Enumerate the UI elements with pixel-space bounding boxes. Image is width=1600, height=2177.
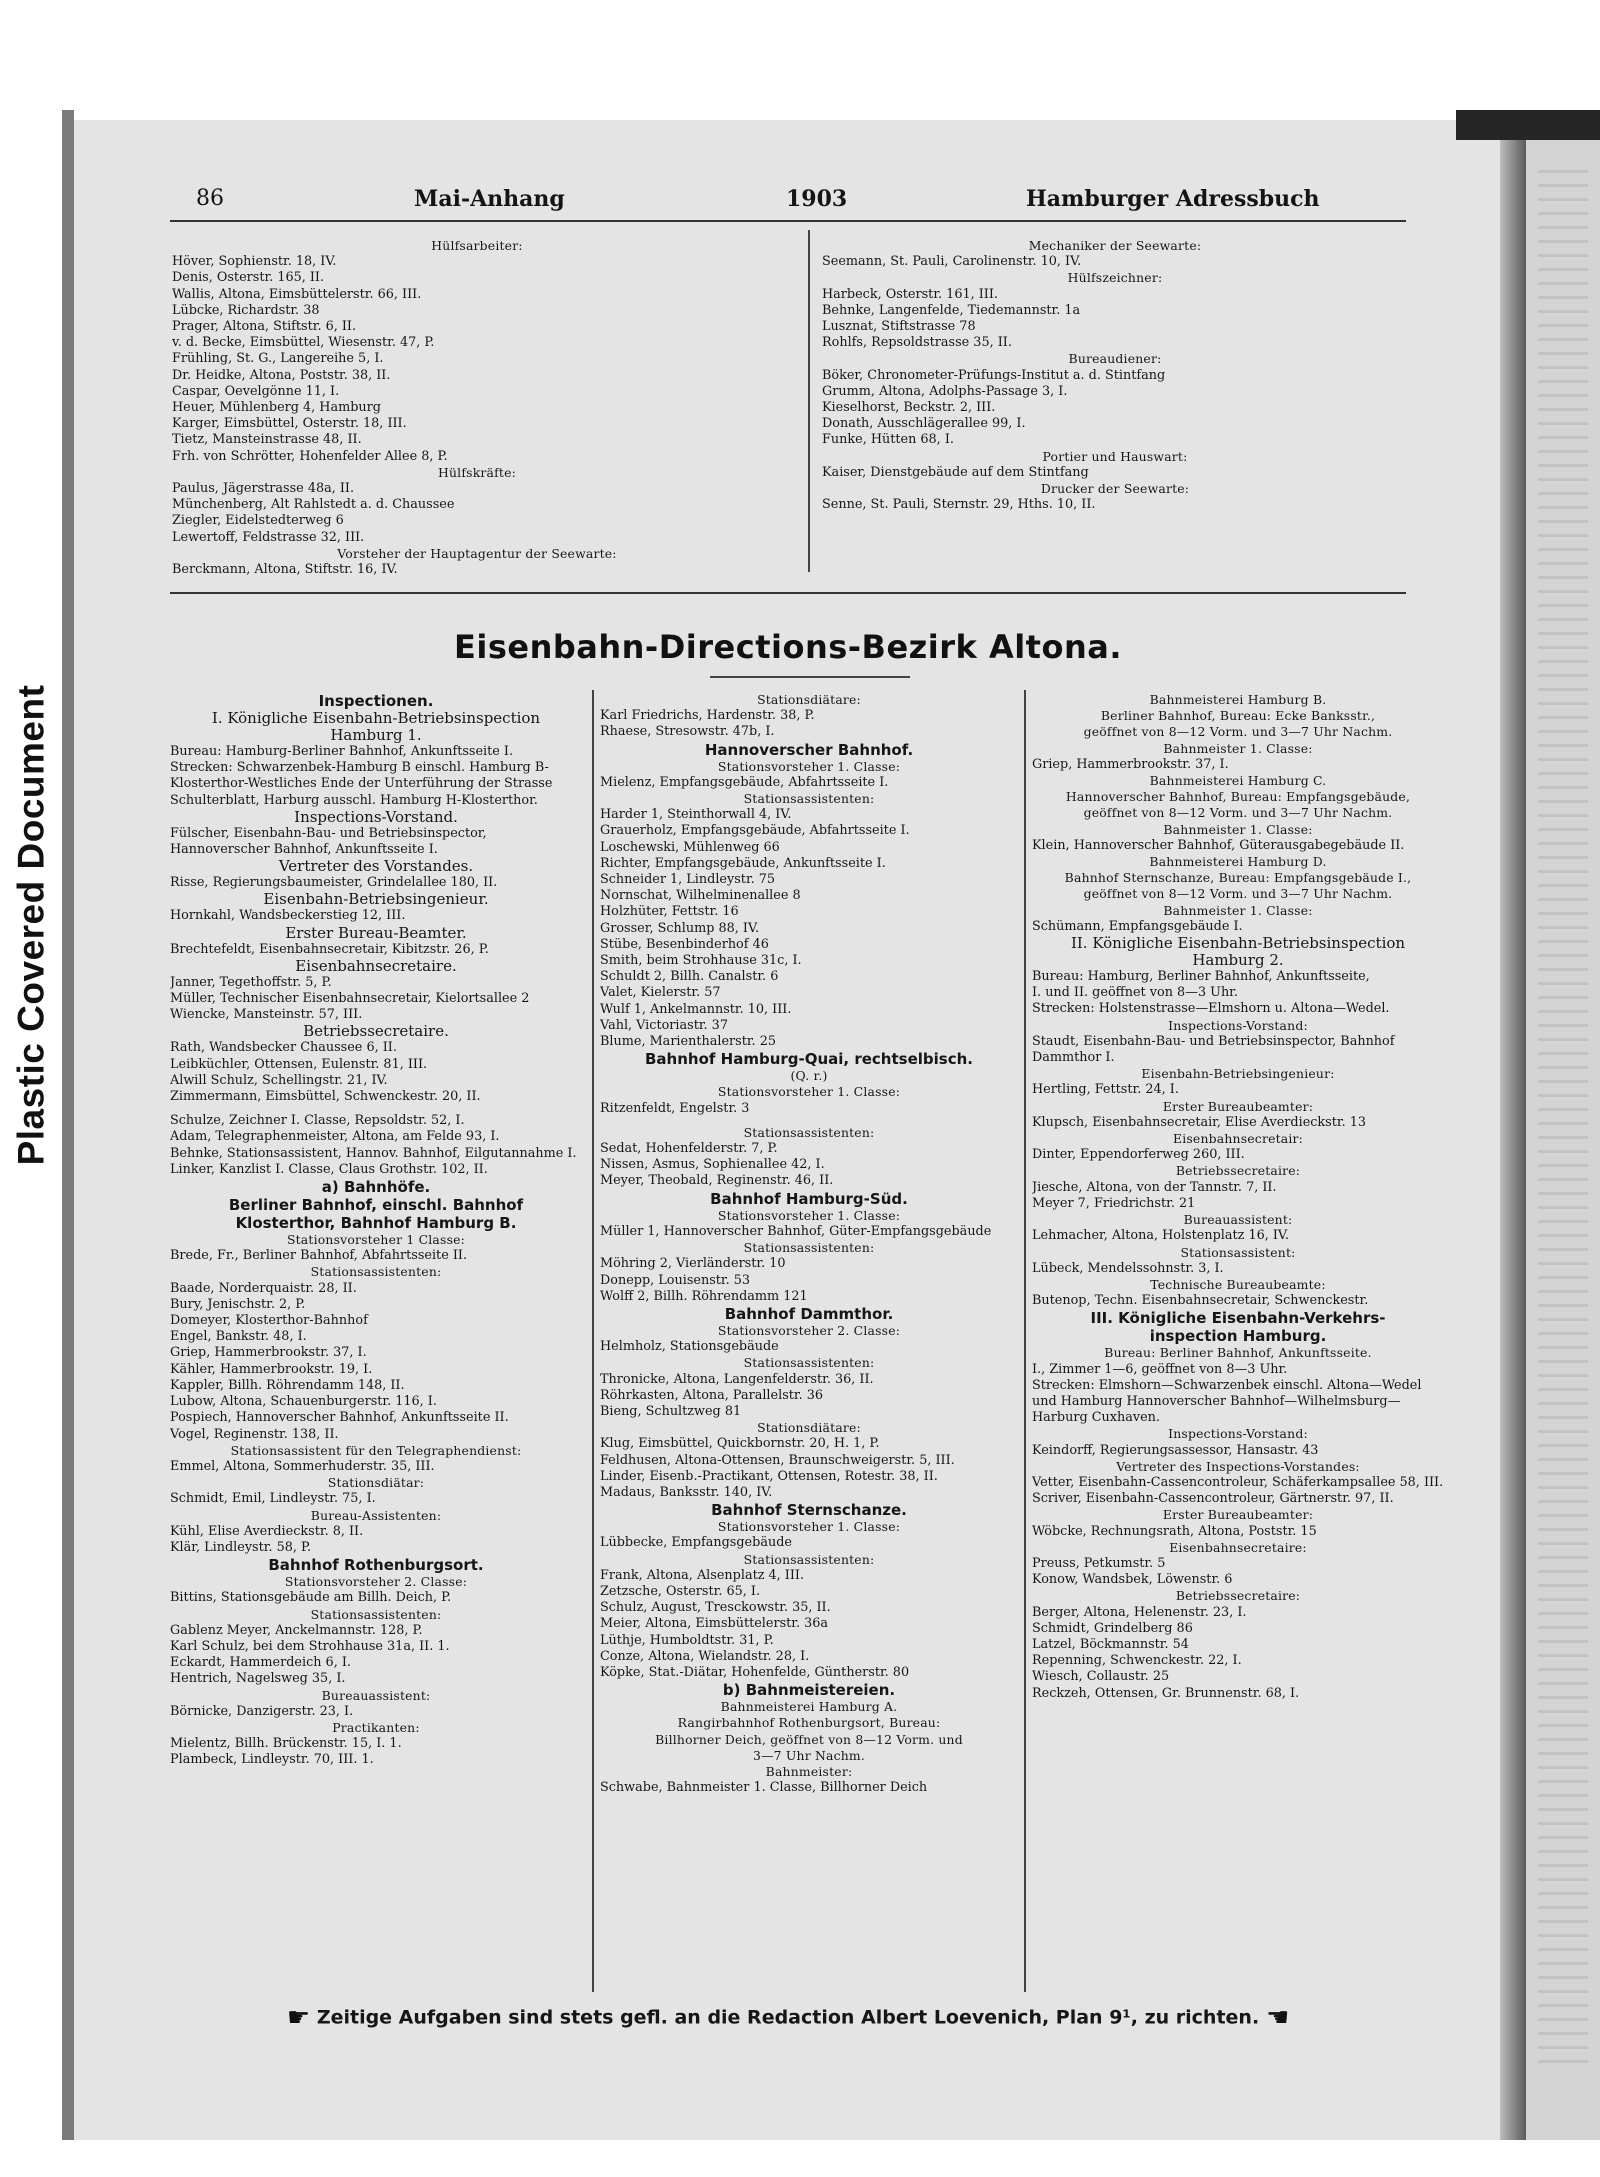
top-left-entry: Heuer, Mühlenberg 4, Hamburg [172, 400, 381, 416]
col3-subheading: Technische Bureaubeamte: [1150, 1276, 1326, 1292]
col1-entry: Klär, Lindleystr. 58, P. [170, 1539, 312, 1555]
top-left-entry: Berckmann, Altona, Stiftstr. 16, IV. [172, 562, 398, 578]
top-right-entry: Behnke, Langenfelde, Tiedemannstr. 1a [822, 302, 1081, 318]
col2-entry: Stübe, Besenbinderhof 46 [600, 936, 769, 952]
col2-spacer [600, 1117, 1018, 1125]
col1-entry: Risse, Regierungsbaumeister, Grindelallee 180, II. [170, 875, 498, 891]
col2-entry: Köpke, Stat.-Diätar, Hohenfelde, Güntherstr. 80 [600, 1664, 910, 1680]
col2-subheading: Bahnmeisterei Hamburg A. [720, 1699, 898, 1715]
top-right-entry: Donath, Ausschlägerallee 99, I. [822, 416, 1026, 432]
col1-section-heading: Erster Bureau-Beamter. [285, 924, 467, 942]
col2-entry: Lüthje, Humboldtstr. 31, P. [600, 1632, 774, 1648]
col2-entry: Bieng, Schultzweg 81 [600, 1403, 742, 1419]
book-spine-edge [62, 110, 74, 2140]
col3-entry: Klupsch, Eisenbahnsecretair, Elise Averdieckstr. 13 [1032, 1114, 1367, 1130]
header-year: 1903 [786, 186, 848, 212]
col3-subheading: Bahnhof Sternschanze, Bureau: Empfangsgebäude I., [1064, 870, 1412, 886]
col1-heading: Bahnhof Rothenburgsort. [268, 1556, 484, 1575]
col2-heading: Hannoverscher Bahnhof. [704, 740, 914, 759]
side-margin [0, 0, 62, 2177]
col1-subheading: Practikanten: [332, 1719, 420, 1735]
col1-entry: Strecken: Schwarzenbek-Hamburg B einschl. Hamburg B-Klosterthor-Westliches Ende der Unterführung der Strasse Schulterblatt, Harburg ausschl. Hamburg H-Klosterthor. [170, 760, 553, 808]
section-rule [170, 592, 1406, 594]
col3-entry: Lehmacher, Altona, Holstenplatz 16, IV. [1032, 1228, 1289, 1244]
col1-spacer [170, 1105, 582, 1113]
col2-entry: Harder 1, Steinthorwall 4, IV. [600, 807, 792, 823]
top-left-entry: v. d. Becke, Eimsbüttel, Wiesenstr. 47, P. [172, 335, 435, 351]
col1-entry: Mielentz, Billh. Brückenstr. 15, I. 1. [170, 1736, 402, 1752]
col3-subheading: geöffnet von 8—12 Vorm. und 3—7 Uhr Nachm. [1083, 724, 1393, 740]
col3-entry: Meyer 7, Friedrichstr. 21 [1032, 1195, 1196, 1211]
footer-text: Zeitige Aufgaben sind stets gefl. an die Redaction Albert Loevenich, Plan 9¹, zu richten. [316, 2006, 1260, 2029]
col2-entry: Wolff 2, Billh. Röhrendamm 121 [600, 1288, 808, 1304]
col2-entry: Conze, Altona, Wielandstr. 28, I. [600, 1648, 810, 1664]
col1-entry: Alwill Schulz, Schellingstr. 21, IV. [170, 1072, 388, 1088]
top-right-subheading: Hülfszeichner: [1067, 270, 1163, 286]
top-left-entry: Caspar, Oevelgönne 11, I. [172, 383, 340, 399]
col1-entry: Janner, Tegethoffstr. 5, P. [170, 974, 332, 990]
col1-entry: Adam, Telegraphenmeister, Altona, am Felde 93, I. [170, 1129, 500, 1145]
top-right-entry: Rohlfs, Repsoldstrasse 35, II. [822, 335, 1012, 351]
col1-entry: Zimmermann, Eimsbüttel, Schwenckestr. 20, II. [170, 1089, 481, 1105]
top-right-entry: Senne, St. Pauli, Sternstr. 29, Hths. 10, II. [822, 497, 1096, 513]
col3-subheading: Inspections-Vorstand: [1168, 1017, 1308, 1033]
col3-subheading: Bahnmeister 1. Classe: [1163, 902, 1313, 918]
col2-entry: Müller 1, Hannoverscher Bahnhof, Güter-Empfangsgebäude [600, 1223, 992, 1239]
col2-entry: Frank, Altona, Alsenplatz 4, III. [600, 1567, 805, 1583]
col2-entry: Holzhüter, Fettstr. 16 [600, 904, 739, 920]
top-right-entry: Seemann, St. Pauli, Carolinenstr. 10, IV. [822, 254, 1082, 270]
col3-entry: Staudt, Eisenbahn-Bau- und Betriebsinspector, Bahnhof Dammthor I. [1032, 1033, 1395, 1066]
col2-entry: Schulz, August, Tresckowstr. 35, II. [600, 1600, 831, 1616]
col3-subheading: Inspections-Vorstand: [1168, 1426, 1308, 1442]
col1-entry: Hentrich, Nagelsweg 35, I. [170, 1671, 346, 1687]
col3-entry: Butenop, Techn. Eisenbahnsecretair, Schwenckestr. [1032, 1293, 1369, 1309]
column-1 [170, 692, 582, 1769]
col2-entry: Madaus, Banksstr. 140, IV. [600, 1484, 773, 1500]
col3-subheading: Erster Bureaubeamter: [1162, 1507, 1314, 1523]
top-left-entry: Höver, Sophienstr. 18, IV. [172, 254, 337, 270]
col2-subheading: Stationsdiätare: [757, 1420, 861, 1436]
col1-entry: Lubow, Altona, Schauenburgerstr. 116, I. [170, 1394, 437, 1410]
col3-subheading: Eisenbahnsecretair: [1172, 1131, 1304, 1147]
top-left-entry: Tietz, Mansteinstrasse 48, II. [172, 432, 362, 448]
col1-entry: Kähler, Hammerbrookstr. 19, I. [170, 1361, 373, 1377]
col2-entry: Smith, beim Strohhause 31c, I. [600, 953, 802, 969]
col1-entry: Bureau: Hamburg-Berliner Bahnhof, Ankunftsseite I. [170, 744, 514, 759]
col3-subheading: Bureauassistent: [1183, 1212, 1293, 1228]
col3-entry: Preuss, Petkumstr. 5 [1032, 1555, 1166, 1571]
adjacent-page-text [1538, 170, 1588, 2070]
col2-entry: Richter, Empfangsgebäude, Ankunftsseite I. [600, 855, 886, 871]
col2-entry: Donepp, Louisenstr. 53 [600, 1272, 751, 1288]
col3-entry: Griep, Hammerbrookstr. 37, I. [1032, 756, 1229, 772]
col2-subheading: (Q. r.) [790, 1068, 828, 1084]
col1-entry: Linker, Kanzlist I. Classe, Claus Grothstr. 102, II. [170, 1161, 488, 1177]
col1-subheading: Stationsdiätar: [327, 1475, 425, 1491]
col2-entry: Valet, Kielerstr. 57 [600, 985, 721, 1001]
page-number: 86 [196, 186, 224, 211]
col3-subheading: Erster Bureaubeamter: [1162, 1098, 1314, 1114]
col2-subheading: Stationsvorsteher 2. Classe: [717, 1322, 901, 1338]
col2-entry: Karl Friedrichs, Hardenstr. 38, P. [600, 708, 815, 724]
col2-entry: Schneider 1, Lindleystr. 75 [600, 872, 776, 888]
top-right-subheading: Portier und Hauswart: [1042, 448, 1188, 464]
col2-entry: Mielenz, Empfangsgebäude, Abfahrtsseite I. [600, 774, 889, 790]
col1-entry: Domeyer, Klosterthor-Bahnhof [170, 1313, 368, 1329]
col1-section-heading: Eisenbahnsecretaire. [295, 957, 457, 975]
col2-subheading: Stationsassistenten: [743, 791, 875, 807]
col3-entry: Vetter, Eisenbahn-Cassencontroleur, Schäferkampsallee 58, III. [1032, 1474, 1444, 1490]
col2-subheading: Stationsassistenten: [743, 1240, 875, 1256]
section-title: Eisenbahn-Directions-Bezirk Altona. [454, 628, 1122, 666]
col2-entry: Wulf 1, Ankelmannstr. 10, III. [600, 1001, 792, 1017]
adjacent-page-shadow [1456, 110, 1600, 140]
col1-section-heading: Eisenbahn-Betriebsingenieur. [263, 891, 489, 909]
col1-subheading: Stationsvorsteher 1 Classe: [286, 1232, 466, 1248]
top-right-subheading: Mechaniker der Seewarte: [1028, 238, 1202, 253]
col2-entry: Möhring 2, Vierländerstr. 10 [600, 1256, 786, 1272]
col2-subheading: Stationsassistenten: [743, 1551, 875, 1567]
col1-entry: Schulze, Zeichner I. Classe, Repsoldstr. 52, I. [170, 1113, 465, 1129]
title-underline [710, 676, 910, 678]
col2-entry: Blume, Marienthalerstr. 25 [600, 1034, 776, 1050]
col2-subheading: Billhorner Deich, geöffnet von 8—12 Vorm. und [655, 1731, 963, 1747]
col3-entry: Strecken: Elmshorn—Schwarzenbek einschl. Altona—Wedel und Hamburg Hannoverscher Bahnhof—Wilhelmsburg—Harburg Cuxhaven. [1032, 1377, 1422, 1426]
top-left-entry: Wallis, Altona, Eimsbüttelerstr. 66, III. [172, 286, 422, 302]
col3-subheading: geöffnet von 8—12 Vorm. und 3—7 Uhr Nachm. [1083, 805, 1393, 821]
header-left: Mai-Anhang [414, 186, 565, 212]
col2-entry: Helmholz, Stationsgebäude [600, 1339, 779, 1355]
col3-subheading: Bahnmeisterei Hamburg B. [1149, 692, 1327, 707]
col2-heading: b) Bahnmeistereien. [722, 1681, 896, 1700]
col1-entry: Eckardt, Hammerdeich 6, I. [170, 1655, 351, 1671]
header-rule [170, 220, 1406, 222]
col3-entry: Dinter, Eppendorferweg 260, III. [1032, 1147, 1245, 1163]
col2-entry: Linder, Eisenb.-Practikant, Ottensen, Rotestr. 38, II. [600, 1468, 938, 1484]
col1-entry: Kühl, Elise Averdieckstr. 8, II. [170, 1523, 364, 1539]
col2-entry: Feldhusen, Altona-Ottensen, Braunschweigerstr. 5, III. [600, 1452, 955, 1468]
col2-heading: Bahnhof Hamburg-Quai, rechtselbisch. [645, 1050, 973, 1069]
col3-subheading: Berliner Bahnhof, Bureau: Ecke Banksstr., [1100, 708, 1376, 724]
col1-entry: Engel, Bankstr. 48, I. [170, 1329, 307, 1345]
col1-subheading: Stationsassistenten: [310, 1606, 442, 1622]
col1-entry: Fülscher, Eisenbahn-Bau- und Betriebsinspector, Hannoverscher Bahnhof, Ankunftsseite I. [170, 825, 487, 858]
col2-subheading: Rangirbahnhof Rothenburgsort, Bureau: [677, 1715, 941, 1731]
col3-entry: Wöbcke, Rechnungsrath, Altona, Poststr. 15 [1032, 1523, 1317, 1539]
col1-section-heading: Inspections-Vorstand. [294, 808, 458, 826]
top-left-entry: Münchenberg, Alt Rahlstedt a. d. Chaussee [172, 497, 455, 513]
col1-entry: Brede, Fr., Berliner Bahnhof, Abfahrtsseite II. [170, 1248, 468, 1264]
col1-heading: Berliner Bahnhof, einschl. Bahnhof [228, 1196, 524, 1215]
pointing-hand-icon: ☛ [1265, 2003, 1290, 2033]
col3-entry: I. und II. geöffnet von 8—3 Uhr. [1032, 985, 1238, 1001]
top-left-entry: Frh. von Schrötter, Hohenfelder Allee 8, P. [172, 448, 448, 464]
col2-subheading: 3—7 Uhr Nachm. [752, 1747, 866, 1763]
col1-entry: Plambeck, Lindleystr. 70, III. 1. [170, 1752, 374, 1768]
col2-entry: Zetzsche, Osterstr. 65, I. [600, 1583, 761, 1599]
col1-entry: Brechtefeldt, Eisenbahnsecretair, Kibitzstr. 26, P. [170, 941, 489, 957]
plastic-covered-label [5, 660, 57, 1190]
col3-subheading: Betriebssecretaire: [1175, 1588, 1301, 1604]
top-left-entry: Frühling, St. G., Langereihe 5, I. [172, 351, 384, 367]
col3-heading: III. Königliche Eisenbahn-Verkehrs- [1090, 1309, 1386, 1328]
col3-subheading: Bahnmeister 1. Classe: [1163, 821, 1313, 837]
col2-entry: Klug, Eimsbüttel, Quickbornstr. 20, H. 1, P. [600, 1436, 880, 1452]
col3-entry: Repenning, Schwenckestr. 22, I. [1032, 1653, 1242, 1669]
top-right-entry: Lusznat, Stiftstrasse 78 [822, 319, 976, 335]
col2-entry: Vahl, Victoriastr. 37 [600, 1017, 728, 1033]
col1-subheading: Stationsassistenten: [310, 1264, 442, 1280]
col2-subheading: Stationsvorsteher 1. Classe: [717, 1207, 901, 1223]
top-right-entry: Kieselhorst, Beckstr. 2, III. [822, 400, 996, 416]
col3-entry: Hertling, Fettstr. 24, I. [1032, 1082, 1179, 1098]
top-left-entry: Prager, Altona, Stiftstr. 6, II. [172, 319, 357, 335]
col2-subheading: Stationsvorsteher 1. Classe: [717, 758, 901, 774]
col1-entry: Baade, Norderquaistr. 28, II. [170, 1280, 357, 1296]
col3-entry: Jiesche, Altona, von der Tannstr. 7, II. [1032, 1179, 1277, 1195]
col3-entry: Konow, Wandsbek, Löwenstr. 6 [1032, 1572, 1233, 1588]
top-left-entry: Lewertoff, Feldstrasse 32, III. [172, 529, 365, 545]
col1-entry: Kappler, Billh. Röhrendamm 148, II. [170, 1377, 405, 1393]
col3-entry: Scriver, Eisenbahn-Cassencontroleur, Gärtnerstr. 97, II. [1032, 1491, 1394, 1507]
col2-entry: Schuldt 2, Billh. Canalstr. 6 [600, 969, 779, 985]
col3-subheading: Bahnmeisterei Hamburg C. [1149, 773, 1327, 789]
column-3 [1032, 692, 1444, 1702]
col3-subheading: Bahnmeister 1. Classe: [1163, 740, 1313, 756]
top-right-entry: Funke, Hütten 68, I. [822, 432, 954, 448]
col2-entry: Schwabe, Bahnmeister 1. Classe, Billhorner Deich [600, 1780, 928, 1796]
col1-entry: Wiencke, Mansteinstr. 57, III. [170, 1007, 363, 1023]
col1-heading: Inspectionen. [318, 692, 434, 710]
top-left-entry: Karger, Eimsbüttel, Osterstr. 18, III. [172, 416, 407, 432]
col2-subheading: Stationsassistenten: [743, 1355, 875, 1371]
col2-heading: Bahnhof Dammthor. [724, 1304, 894, 1323]
top-left-subheading: Hülfskräfte: [438, 464, 516, 480]
col3-entry: Latzel, Böckmannstr. 54 [1032, 1636, 1189, 1652]
top-right-subheading: Bureaudiener: [1068, 351, 1162, 367]
col1-entry: Leibküchler, Ottensen, Eulenstr. 81, III. [170, 1056, 428, 1072]
col3-entry: Bureau: Hamburg, Berliner Bahnhof, Ankunftsseite, [1032, 969, 1370, 985]
col2-subheading: Stationsvorsteher 1. Classe: [717, 1084, 901, 1100]
top-left-entry: Dr. Heidke, Altona, Poststr. 38, II. [172, 367, 391, 383]
col3-entry: Schmidt, Grindelberg 86 [1032, 1620, 1193, 1636]
col3-subheading: Vertreter des Inspections-Vorstandes: [1116, 1458, 1360, 1474]
plastic-covered-label-text: Plastic Covered Document [10, 684, 51, 1166]
col2-entry: Nissen, Asmus, Sophienallee 42, I. [600, 1157, 825, 1173]
col1-section-heading: I. Königliche Eisenbahn-Betriebsinspection [211, 710, 541, 727]
footer-notice [170, 2003, 1406, 2033]
col1-entry: Griep, Hammerbrookstr. 37, I. [170, 1345, 367, 1361]
col3-subheading: Eisenbahnsecretaire: [1169, 1539, 1307, 1555]
col2-entry: Meyer, Theobald, Reginenstr. 46, II. [600, 1173, 834, 1189]
col1-entry: Schmidt, Emil, Lindleystr. 75, I. [170, 1491, 376, 1507]
col2-subheading: Stationsassistenten: [743, 1124, 875, 1140]
col1-entry: Börnicke, Danzigerstr. 23, I. [170, 1703, 354, 1719]
top-right-column [822, 238, 1408, 513]
col1-heading: Klosterthor, Bahnhof Hamburg B. [235, 1214, 517, 1233]
col3-section-heading: II. Königliche Eisenbahn-Betriebsinspection [1070, 935, 1406, 953]
top-right-entry: Böker, Chronometer-Prüfungs-Institut a. d. Stintfang [822, 367, 1166, 383]
col2-subheading: Stationsdiätare: [757, 692, 861, 707]
col3-entry: Klein, Hannoverscher Bahnhof, Güterausgabegebäude II. [1032, 837, 1405, 853]
col2-entry: Nornschat, Wilhelminenallee 8 [600, 888, 801, 904]
col1-entry: Gablenz Meyer, Anckelmannstr. 128, P. [170, 1622, 423, 1638]
top-left-subheading: Vorsteher der Hauptagentur der Seewarte: [337, 545, 617, 561]
col1-subheading: Bureauassistent: [321, 1687, 431, 1703]
col1-entry: Rath, Wandsbecker Chaussee 6, II. [170, 1040, 397, 1056]
col2-entry: Loschewski, Mühlenweg 66 [600, 839, 780, 855]
col3-subheading: Bureau: Berliner Bahnhof, Ankunftsseite. [1104, 1345, 1372, 1361]
top-right-subheading: Drucker der Seewarte: [1040, 481, 1190, 497]
col1-entry: Bury, Jenischstr. 2, P. [170, 1296, 306, 1312]
col1-section-heading: Vertreter des Vorstandes. [278, 858, 474, 876]
col1-section-heading: Hamburg 1. [330, 727, 422, 744]
header-right: Hamburger Adressbuch [1026, 186, 1320, 212]
column-2 [600, 692, 1018, 1796]
col3-subheading: Betriebssecretaire: [1175, 1163, 1301, 1179]
col1-entry: Pospiech, Hannoverscher Bahnhof, Ankunftsseite II. [170, 1410, 509, 1426]
top-left-entry: Paulus, Jägerstrasse 48a, II. [172, 481, 355, 497]
col1-subheading: Stationsvorsteher 2. Classe: [284, 1574, 468, 1590]
col1-section-heading: Betriebssecretaire. [303, 1023, 449, 1041]
col3-entry: Reckzeh, Ottensen, Gr. Brunnenstr. 68, I. [1032, 1685, 1300, 1701]
top-column-divider [808, 230, 810, 572]
col3-subheading: Bahnmeisterei Hamburg D. [1149, 854, 1327, 870]
page-right-edge [1500, 110, 1526, 2140]
col2-entry: Röhrkasten, Altona, Parallelstr. 36 [600, 1387, 824, 1403]
col2-entry: Thronicke, Altona, Langenfelderstr. 36, II. [600, 1371, 874, 1387]
col2-entry: Rhaese, Stresowstr. 47b, I. [600, 724, 775, 740]
col2-entry: Lübbecke, Empfangsgebäude [600, 1535, 792, 1551]
col3-subheading: Hannoverscher Bahnhof, Bureau: Empfangsgebäude, [1065, 789, 1411, 805]
col2-entry: Meier, Altona, Eimsbüttelerstr. 36a [600, 1616, 829, 1632]
col2-entry: Sedat, Hohenfelderstr. 7, P. [600, 1141, 778, 1157]
col1-entry: Müller, Technischer Eisenbahnsecretair, Kielortsallee 2 [170, 991, 530, 1007]
col1-entry: Emmel, Altona, Sommerhuderstr. 35, III. [170, 1458, 435, 1474]
column-divider-2 [1024, 690, 1026, 1992]
col2-entry: Grosser, Schlump 88, IV. [600, 920, 760, 936]
top-left-entry: Ziegler, Eidelstedterweg 6 [172, 513, 344, 529]
top-left-entry: Lübcke, Richardstr. 38 [172, 302, 320, 318]
col1-entry: Hornkahl, Wandsbeckerstieg 12, III. [170, 908, 406, 924]
col3-heading: inspection Hamburg. [1149, 1327, 1327, 1346]
col3-subheading: Eisenbahn-Betriebsingenieur: [1141, 1066, 1335, 1082]
col1-subheading: Stationsassistent für den Telegraphendienst: [230, 1442, 522, 1458]
col1-entry: Vogel, Reginenstr. 138, II. [170, 1426, 339, 1442]
col2-entry: Grauerholz, Empfangsgebäude, Abfahrtsseite I. [600, 823, 910, 839]
col2-subheading: Bahnmeister: [765, 1763, 853, 1779]
col3-entry: Berger, Altona, Helenenstr. 23, I. [1032, 1604, 1247, 1620]
col3-entry: Wiesch, Collaustr. 25 [1032, 1669, 1170, 1685]
col3-entry: Schümann, Empfangsgebäude I. [1032, 918, 1243, 934]
col2-entry: Ritzenfeldt, Engelstr. 3 [600, 1100, 750, 1116]
col1-subheading: Bureau-Assistenten: [310, 1507, 442, 1523]
top-left-column [172, 238, 782, 578]
col2-heading: Bahnhof Hamburg-Süd. [710, 1189, 908, 1208]
column-divider-1 [592, 690, 594, 1992]
col3-entry: Keindorff, Regierungsassessor, Hansastr. 43 [1032, 1442, 1319, 1458]
col1-heading: a) Bahnhöfe. [321, 1178, 431, 1197]
col3-entry: Strecken: Holstenstrasse—Elmshorn u. Altona—Wedel. [1032, 1001, 1390, 1017]
col1-entry: Bittins, Stationsgebäude am Billh. Deich, P. [170, 1590, 452, 1606]
col2-heading: Bahnhof Sternschanze. [711, 1501, 907, 1520]
pointing-hand-icon: ☛ [286, 2003, 311, 2033]
top-right-entry: Harbeck, Osterstr. 161, III. [822, 286, 998, 302]
col1-entry: Karl Schulz, bei dem Strohhause 31a, II. 1. [170, 1638, 450, 1654]
top-left-subheading: Hülfsarbeiter: [431, 238, 523, 253]
col1-entry: Behnke, Stationsassistent, Hannov. Bahnhof, Eilgutannahme I. [170, 1145, 577, 1161]
top-left-entry: Denis, Osterstr. 165, II. [172, 270, 325, 286]
top-right-entry: Kaiser, Dienstgebäude auf dem Stintfang [822, 464, 1089, 480]
col3-subheading: Stationsassistent: [1180, 1244, 1296, 1260]
col3-section-heading: Hamburg 2. [1192, 952, 1284, 970]
col3-entry: I., Zimmer 1—6, geöffnet von 8—3 Uhr. [1032, 1361, 1288, 1377]
col3-entry: Lübeck, Mendelssohnstr. 3, I. [1032, 1260, 1224, 1276]
top-right-entry: Grumm, Altona, Adolphs-Passage 3, I. [822, 383, 1068, 399]
col3-subheading: geöffnet von 8—12 Vorm. und 3—7 Uhr Nachm. [1083, 886, 1393, 902]
col2-subheading: Stationsvorsteher 1. Classe: [717, 1519, 901, 1535]
